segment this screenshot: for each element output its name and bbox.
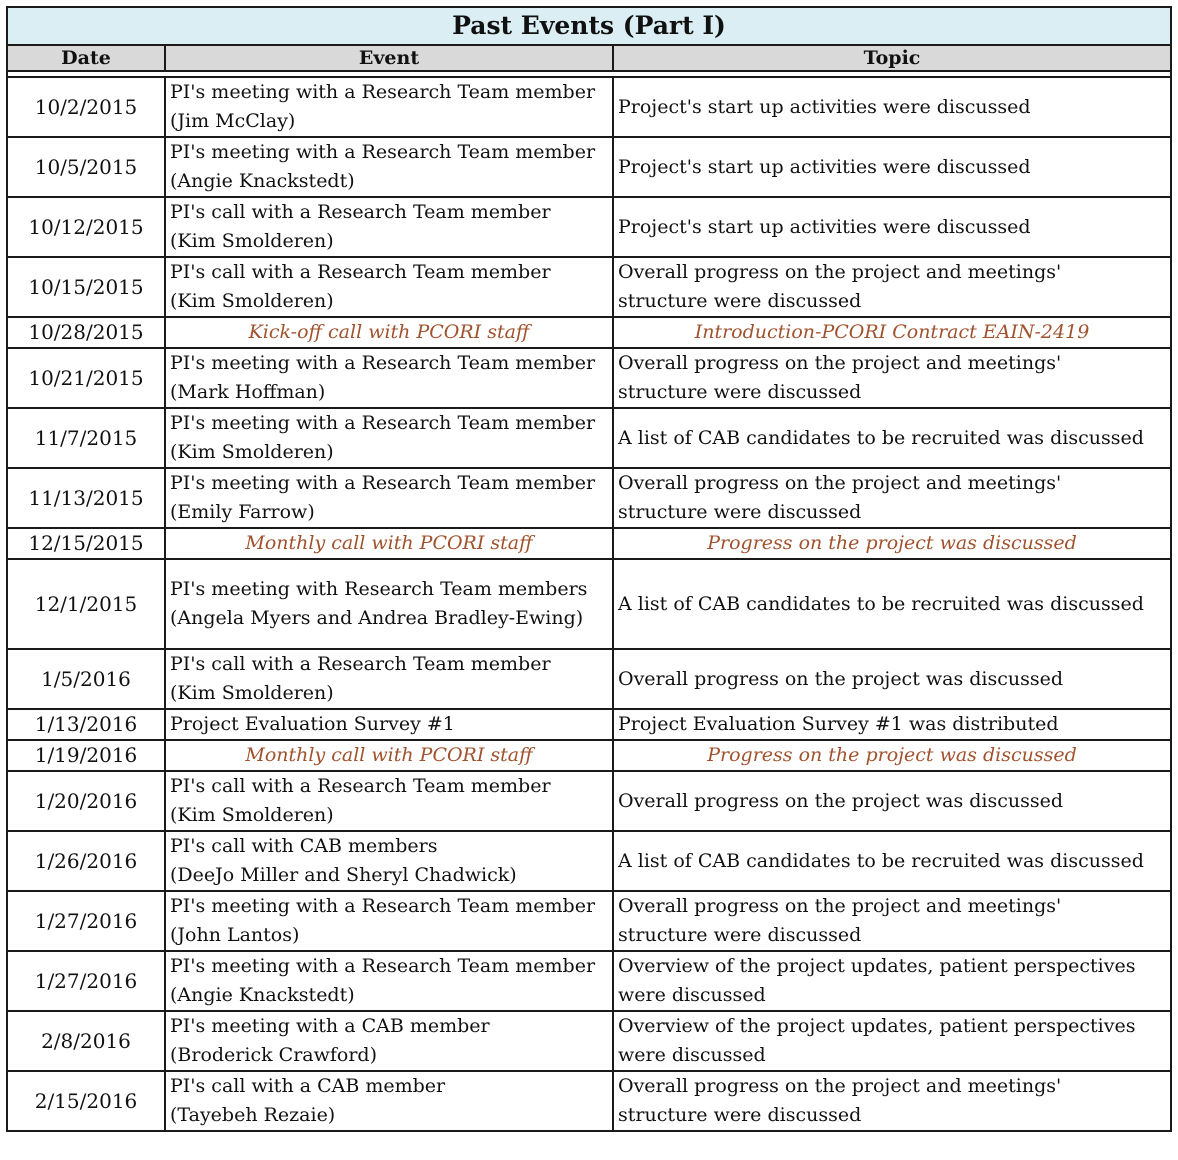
- event-text-line: PI's meeting with a CAB member: [170, 1015, 490, 1037]
- topic-text-line: structure were discussed: [618, 924, 862, 946]
- topic-text-line: Overall progress on the project and meetings': [618, 1075, 1062, 1097]
- event-text-line: PI's call with a Research Team member: [170, 775, 551, 797]
- topic-cell: [613, 771, 1171, 831]
- topic-column-header[interactable]: Topic: [613, 45, 1171, 71]
- table-row: [7, 468, 1171, 528]
- event-text-line: Kick-off call with PCORI staff: [248, 321, 530, 343]
- date-cell: 1/19/2016: [7, 740, 165, 771]
- event-text-line: PI's meeting with a Research Team member: [170, 955, 596, 977]
- topic-text-line: Project's start up activities were discussed: [618, 95, 1031, 118]
- event-cell: [165, 528, 613, 559]
- event-text-line: PI's call with CAB members: [170, 835, 438, 857]
- topic-text-line: structure were discussed: [618, 381, 862, 403]
- topic-cell: [613, 348, 1171, 408]
- event-text-line: Monthly call with PCORI staff: [245, 744, 533, 766]
- event-text-line: PI's call with a CAB member: [170, 1075, 446, 1097]
- event-text-line: (Jim McClay): [170, 110, 296, 132]
- topic-text-line: Progress on the project was discussed: [707, 744, 1077, 766]
- topic-cell: [613, 528, 1171, 559]
- event-text-line: Monthly call with PCORI staff: [245, 532, 533, 554]
- date-cell: 11/7/2015: [7, 408, 165, 468]
- topic-text-line: Overview of the project updates, patient perspectives: [618, 955, 1136, 977]
- topic-text-line: Overall progress on the project and meetings': [618, 261, 1062, 283]
- event-cell: [165, 831, 613, 891]
- date-column-header[interactable]: Date: [7, 45, 165, 71]
- topic-text-line: Overall progress on the project was discussed: [618, 789, 1064, 812]
- topic-cell: [613, 257, 1171, 317]
- table-row: [7, 649, 1171, 709]
- date-cell: 11/13/2015: [7, 468, 165, 528]
- topic-text-line: A list of CAB candidates to be recruited was discussed: [618, 426, 1144, 449]
- table-row: [7, 740, 1171, 771]
- event-text-line: (Kim Smolderen): [170, 804, 334, 826]
- topic-text-line: were discussed: [618, 1044, 766, 1066]
- topic-cell: [613, 1011, 1171, 1071]
- event-text-line: PI's call with a Research Team member: [170, 201, 551, 223]
- topic-cell: [613, 831, 1171, 891]
- event-text-line: PI's call with a Research Team member: [170, 261, 551, 283]
- date-cell: 12/15/2015: [7, 528, 165, 559]
- event-cell: [165, 77, 613, 137]
- event-text-line: (Kim Smolderen): [170, 230, 334, 252]
- table-row: [7, 1071, 1171, 1131]
- topic-text-line: Introduction-PCORI Contract EAIN-2419: [694, 321, 1090, 343]
- topic-text-line: Overall progress on the project was discussed: [618, 667, 1064, 690]
- date-cell: 1/27/2016: [7, 951, 165, 1011]
- table-row: [7, 528, 1171, 559]
- topic-text-line: Progress on the project was discussed: [707, 532, 1077, 554]
- event-cell: [165, 1011, 613, 1071]
- event-cell: [165, 137, 613, 197]
- date-cell: 10/28/2015: [7, 317, 165, 348]
- topic-text-line: Project Evaluation Survey #1 was distributed: [618, 713, 1059, 735]
- topic-text-line: structure were discussed: [618, 501, 862, 523]
- event-cell: [165, 408, 613, 468]
- event-cell: [165, 197, 613, 257]
- date-cell: 10/5/2015: [7, 137, 165, 197]
- date-cell: 2/8/2016: [7, 1011, 165, 1071]
- date-cell: 1/20/2016: [7, 771, 165, 831]
- event-text-line: PI's meeting with a Research Team member: [170, 352, 596, 374]
- event-text-line: (DeeJo Miller and Sheryl Chadwick): [170, 864, 517, 886]
- event-cell: [165, 951, 613, 1011]
- event-text-line: PI's meeting with a Research Team member: [170, 895, 596, 917]
- topic-cell: [613, 317, 1171, 348]
- table-row: [7, 891, 1171, 951]
- topic-text-line: structure were discussed: [618, 1104, 862, 1126]
- events-body: [7, 77, 1171, 1131]
- date-cell: 10/15/2015: [7, 257, 165, 317]
- event-cell: [165, 891, 613, 951]
- table-row: [7, 951, 1171, 1011]
- date-cell: 10/21/2015: [7, 348, 165, 408]
- topic-cell: [613, 197, 1171, 257]
- event-cell: [165, 709, 613, 740]
- topic-text-line: Overview of the project updates, patient perspectives: [618, 1015, 1136, 1037]
- event-text-line: (Angie Knackstedt): [170, 170, 355, 192]
- event-cell: [165, 468, 613, 528]
- topic-cell: [613, 649, 1171, 709]
- past-events-table: [6, 6, 1172, 1132]
- topic-text-line: A list of CAB candidates to be recruited was discussed: [618, 592, 1144, 615]
- topic-text-line: structure were discussed: [618, 290, 862, 312]
- event-cell: [165, 771, 613, 831]
- table-row: [7, 317, 1171, 348]
- topic-cell: [613, 951, 1171, 1011]
- event-text-line: (Kim Smolderen): [170, 290, 334, 312]
- events-sheet: [6, 6, 1170, 1132]
- event-text-line: (Tayebeh Rezaie): [170, 1104, 336, 1126]
- table-title: Past Events (Part I): [7, 7, 1171, 45]
- topic-cell: [613, 1071, 1171, 1131]
- event-text-line: (Mark Hoffman): [170, 381, 326, 403]
- event-text-line: (Kim Smolderen): [170, 441, 334, 463]
- table-row: [7, 137, 1171, 197]
- event-text-line: PI's meeting with a Research Team member: [170, 141, 596, 163]
- table-row: [7, 348, 1171, 408]
- event-cell: [165, 559, 613, 649]
- event-text-line: PI's meeting with Research Team members: [170, 578, 588, 600]
- date-cell: 10/2/2015: [7, 77, 165, 137]
- event-cell: [165, 649, 613, 709]
- event-text-line: PI's call with a Research Team member: [170, 653, 551, 675]
- event-cell: [165, 257, 613, 317]
- topic-text-line: Overall progress on the project and meetings': [618, 352, 1062, 374]
- table-row: [7, 771, 1171, 831]
- event-cell: [165, 317, 613, 348]
- date-cell: 10/12/2015: [7, 197, 165, 257]
- topic-cell: [613, 709, 1171, 740]
- table-row: [7, 559, 1171, 649]
- event-cell: [165, 348, 613, 408]
- topic-cell: [613, 468, 1171, 528]
- event-text-line: (Angela Myers and Andrea Bradley-Ewing): [170, 607, 584, 629]
- topic-text-line: were discussed: [618, 984, 766, 1006]
- topic-cell: [613, 891, 1171, 951]
- table-row: [7, 408, 1171, 468]
- event-text-line: (Emily Farrow): [170, 501, 315, 523]
- date-cell: 12/1/2015: [7, 559, 165, 649]
- table-row: [7, 77, 1171, 137]
- event-text-line: (Angie Knackstedt): [170, 984, 355, 1006]
- topic-text-line: Overall progress on the project and meetings': [618, 472, 1062, 494]
- table-row: [7, 197, 1171, 257]
- topic-cell: [613, 408, 1171, 468]
- topic-text-line: Project's start up activities were discussed: [618, 215, 1031, 238]
- date-cell: 2/15/2016: [7, 1071, 165, 1131]
- event-text-line: Project Evaluation Survey #1: [170, 713, 455, 735]
- date-cell: 1/26/2016: [7, 831, 165, 891]
- event-cell: [165, 740, 613, 771]
- date-cell: 1/13/2016: [7, 709, 165, 740]
- topic-cell: [613, 740, 1171, 771]
- topic-cell: [613, 559, 1171, 649]
- topic-text-line: Project's start up activities were discussed: [618, 155, 1031, 178]
- table-row: [7, 709, 1171, 740]
- event-text-line: PI's meeting with a Research Team member: [170, 472, 596, 494]
- date-cell: 1/27/2016: [7, 891, 165, 951]
- event-text-line: (Kim Smolderen): [170, 682, 334, 704]
- date-cell: 1/5/2016: [7, 649, 165, 709]
- table-row: [7, 1011, 1171, 1071]
- table-row: [7, 257, 1171, 317]
- topic-text-line: Overall progress on the project and meetings': [618, 895, 1062, 917]
- event-text-line: (Broderick Crawford): [170, 1044, 377, 1066]
- event-column-header[interactable]: Event: [165, 45, 613, 71]
- event-text-line: PI's meeting with a Research Team member: [170, 412, 596, 434]
- topic-text-line: A list of CAB candidates to be recruited was discussed: [618, 849, 1144, 872]
- event-text-line: (John Lantos): [170, 924, 300, 946]
- event-text-line: PI's meeting with a Research Team member: [170, 81, 596, 103]
- table-row: [7, 831, 1171, 891]
- event-cell: [165, 1071, 613, 1131]
- topic-cell: [613, 137, 1171, 197]
- topic-cell: [613, 77, 1171, 137]
